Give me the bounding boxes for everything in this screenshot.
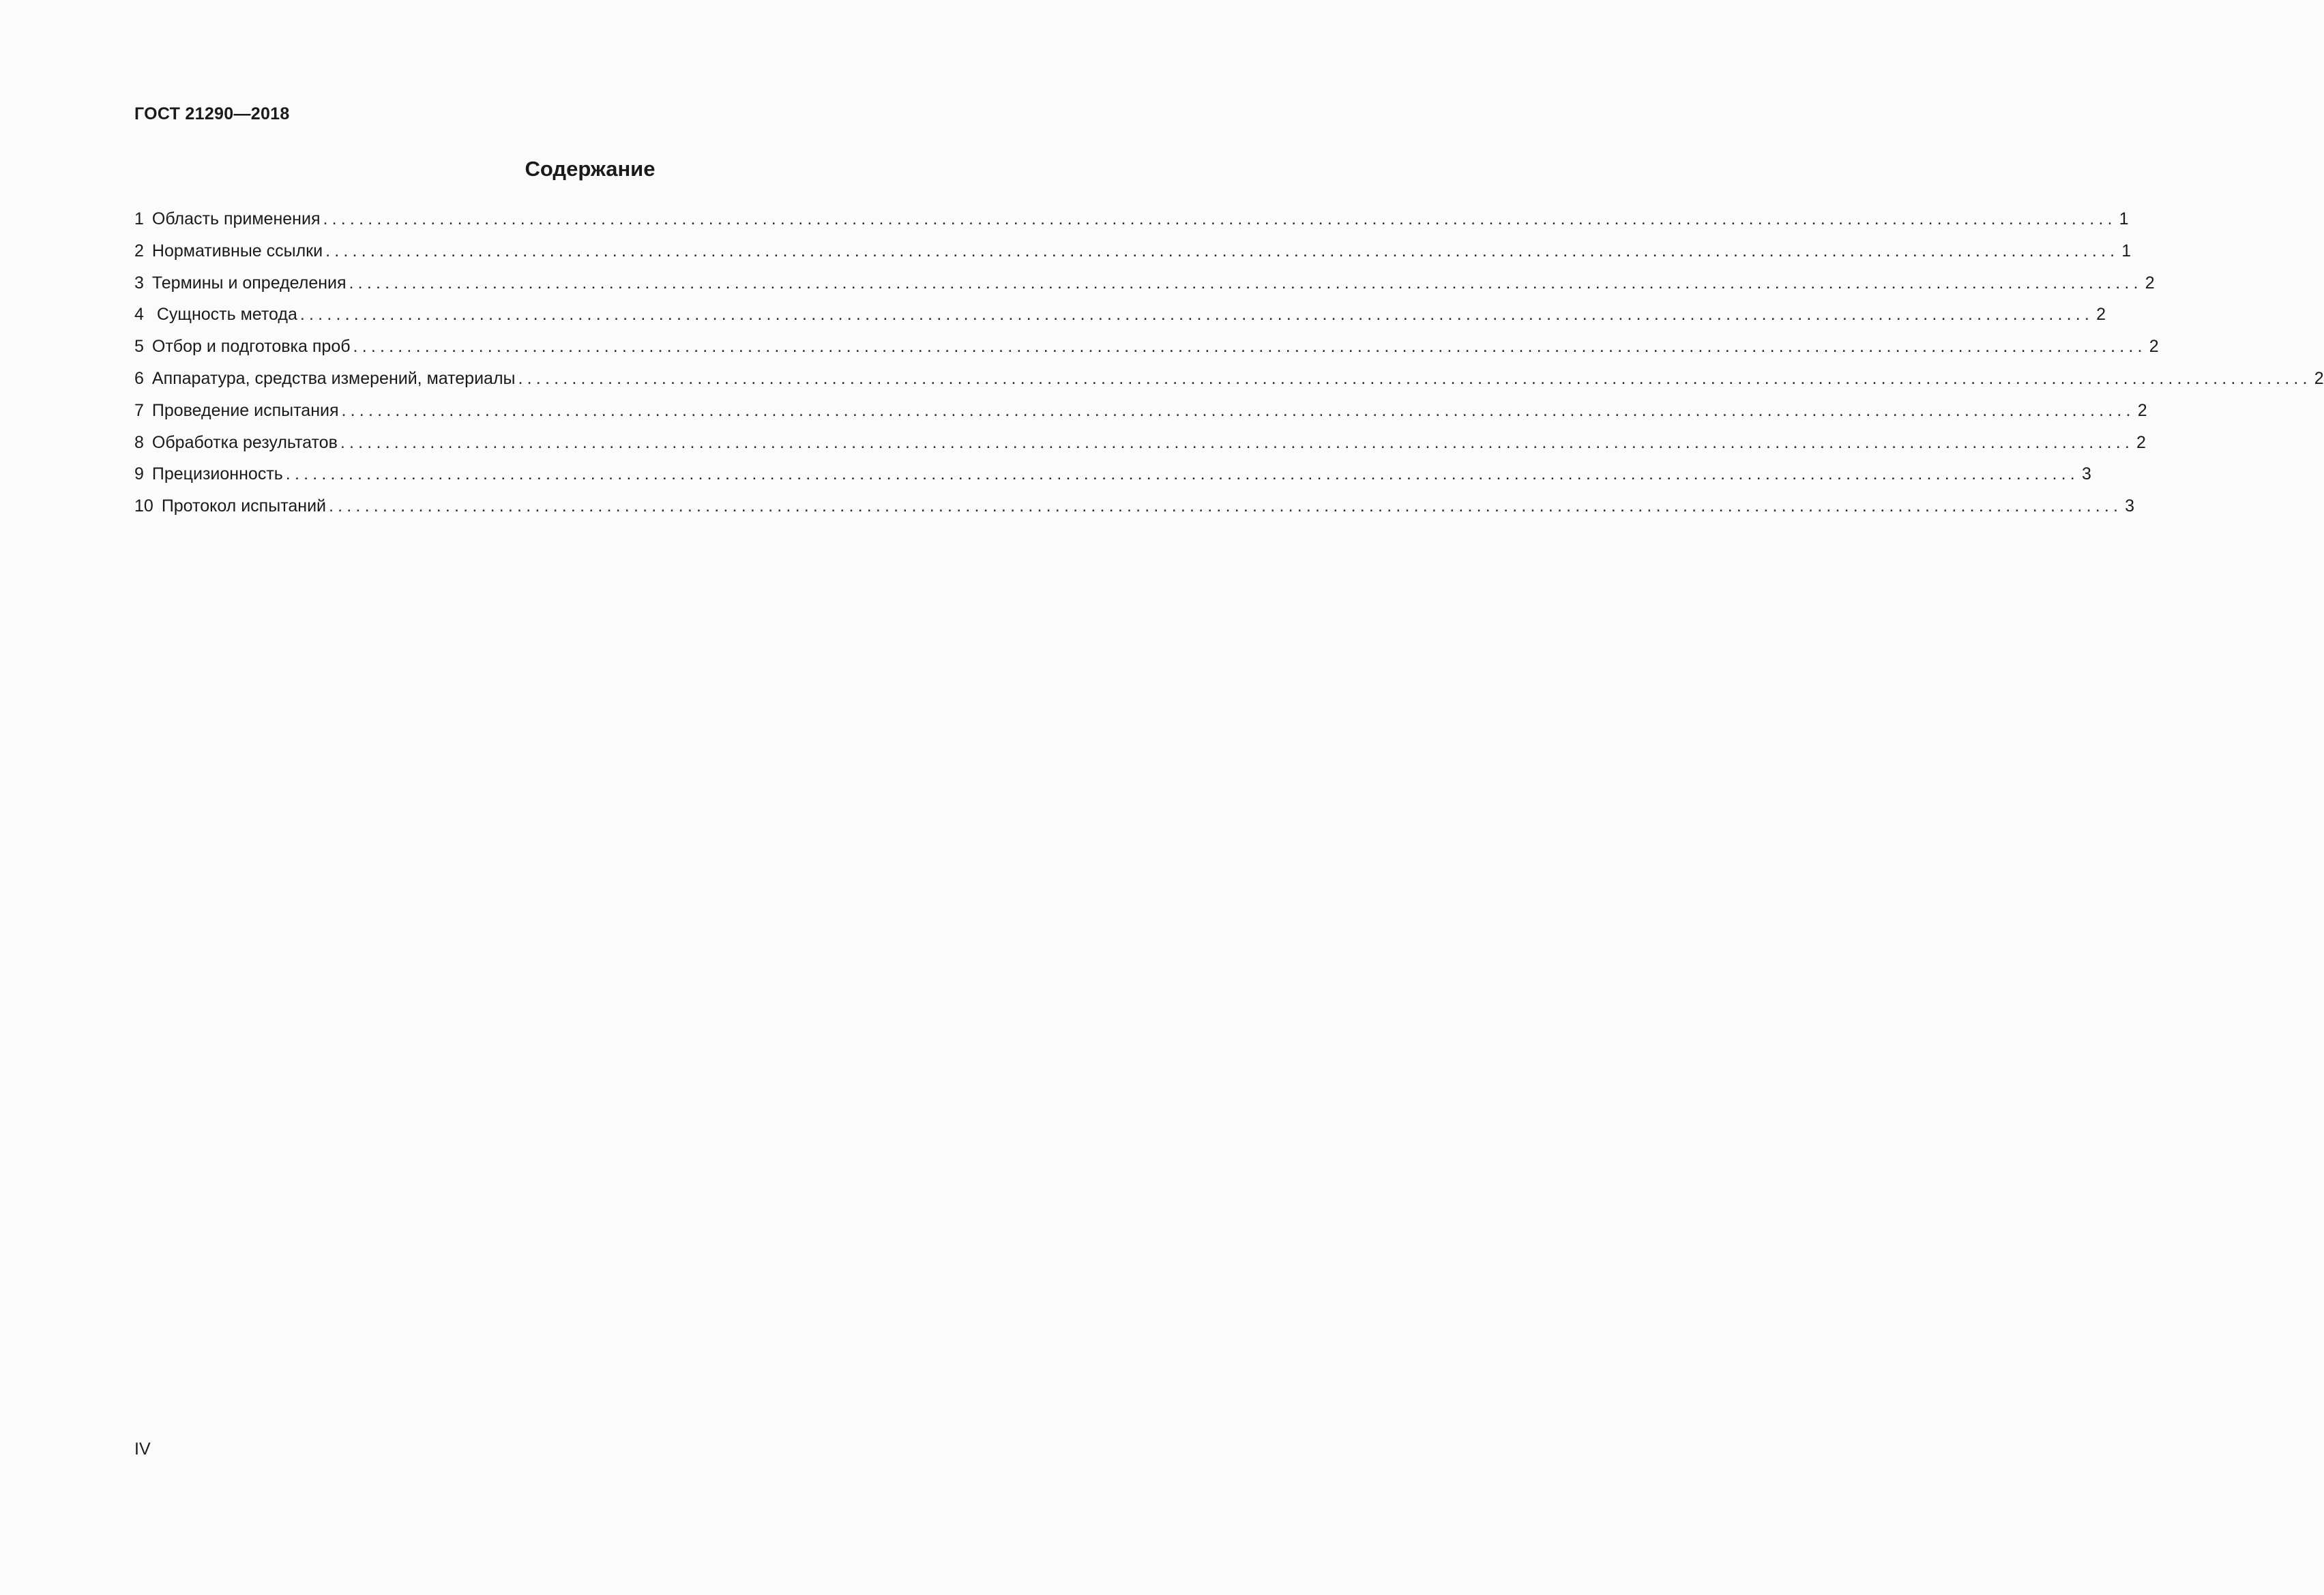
toc-entry-label: Нормативные ссылки bbox=[151, 241, 323, 260]
toc-entry-page: 3 bbox=[2081, 464, 2091, 484]
toc-entry[interactable] bbox=[134, 400, 2147, 432]
toc-entry-label: Проведение испытания bbox=[151, 400, 339, 420]
toc-leader-dots: ........................................................................................................................................................................................................ bbox=[340, 432, 2134, 452]
toc-leader-dots: ........................................................................................................................................................................................................ bbox=[329, 496, 2123, 516]
document-code: ГОСТ 21290—2018 bbox=[134, 104, 290, 123]
toc-entry-page: 2 bbox=[2145, 273, 2155, 293]
toc-entry-number: 3 bbox=[134, 273, 144, 293]
toc-entry-number: 9 bbox=[134, 464, 144, 484]
toc-entry-label: Область применения bbox=[151, 209, 321, 228]
toc-leader-dots: ........................................................................................................................................................................................................ bbox=[349, 273, 2143, 293]
toc-entry-page: 1 bbox=[2121, 241, 2132, 260]
page-number: IV bbox=[134, 1440, 151, 1459]
toc-entry-page: 2 bbox=[2096, 305, 2106, 325]
toc-entry-number: 7 bbox=[134, 400, 144, 420]
toc-entry[interactable] bbox=[134, 273, 2155, 305]
toc-list bbox=[134, 209, 2324, 528]
toc-leader-dots: ........................................................................................................................................................................................................ bbox=[341, 400, 2135, 420]
toc-entry[interactable] bbox=[134, 496, 2135, 528]
toc-entry-number: 5 bbox=[134, 337, 144, 357]
toc-title: Содержание bbox=[525, 157, 656, 181]
toc-entry[interactable] bbox=[134, 368, 2324, 400]
toc-entry-number: 6 bbox=[134, 368, 144, 388]
toc-entry-label: Сущность метода bbox=[151, 305, 297, 325]
toc-entry-page: 1 bbox=[2119, 209, 2129, 228]
toc-leader-dots: ........................................................................................................................................................................................................ bbox=[323, 209, 2117, 228]
toc-entry-page: 2 bbox=[2314, 368, 2324, 388]
toc-entry-page: 2 bbox=[2149, 337, 2159, 357]
toc-entry-number: 2 bbox=[134, 241, 144, 260]
toc-entry[interactable] bbox=[134, 304, 2106, 336]
toc-entry-page: 2 bbox=[2136, 432, 2146, 452]
toc-entry[interactable] bbox=[134, 209, 2129, 241]
toc-entry-page: 3 bbox=[2125, 496, 2135, 516]
toc-entry-label: Протокол испытаний bbox=[161, 496, 326, 516]
toc-entry-label: Отбор и подготовка проб bbox=[151, 337, 351, 357]
toc-entry-page: 2 bbox=[2137, 400, 2147, 420]
toc-entry[interactable] bbox=[134, 432, 2146, 464]
toc-entry-label: Аппаратура, средства измерений, материалы bbox=[151, 368, 516, 388]
toc-entry-number: 1 bbox=[134, 209, 144, 228]
toc-leader-dots: ........................................................................................................................................................................................................ bbox=[518, 368, 2312, 388]
toc-leader-dots: ........................................................................................................................................................................................................ bbox=[285, 464, 2079, 484]
toc-entry-label: Термины и определения bbox=[151, 273, 347, 293]
toc-entry[interactable] bbox=[134, 336, 2159, 368]
toc-leader-dots: ........................................................................................................................................................................................................ bbox=[325, 241, 2119, 260]
toc-entry-number: 10 bbox=[134, 496, 153, 516]
toc-leader-dots: ........................................................................................................................................................................................................ bbox=[299, 305, 2094, 325]
toc-entry-label: Прецизионность bbox=[151, 464, 283, 484]
toc-leader-dots: ........................................................................................................................................................................................................ bbox=[353, 337, 2147, 357]
toc-entry[interactable] bbox=[134, 464, 2091, 496]
toc-entry-number: 4 bbox=[134, 305, 144, 325]
toc-entry[interactable] bbox=[134, 241, 2132, 273]
toc-entry-label: Обработка результатов bbox=[151, 432, 338, 452]
toc-entry-number: 8 bbox=[134, 432, 144, 452]
